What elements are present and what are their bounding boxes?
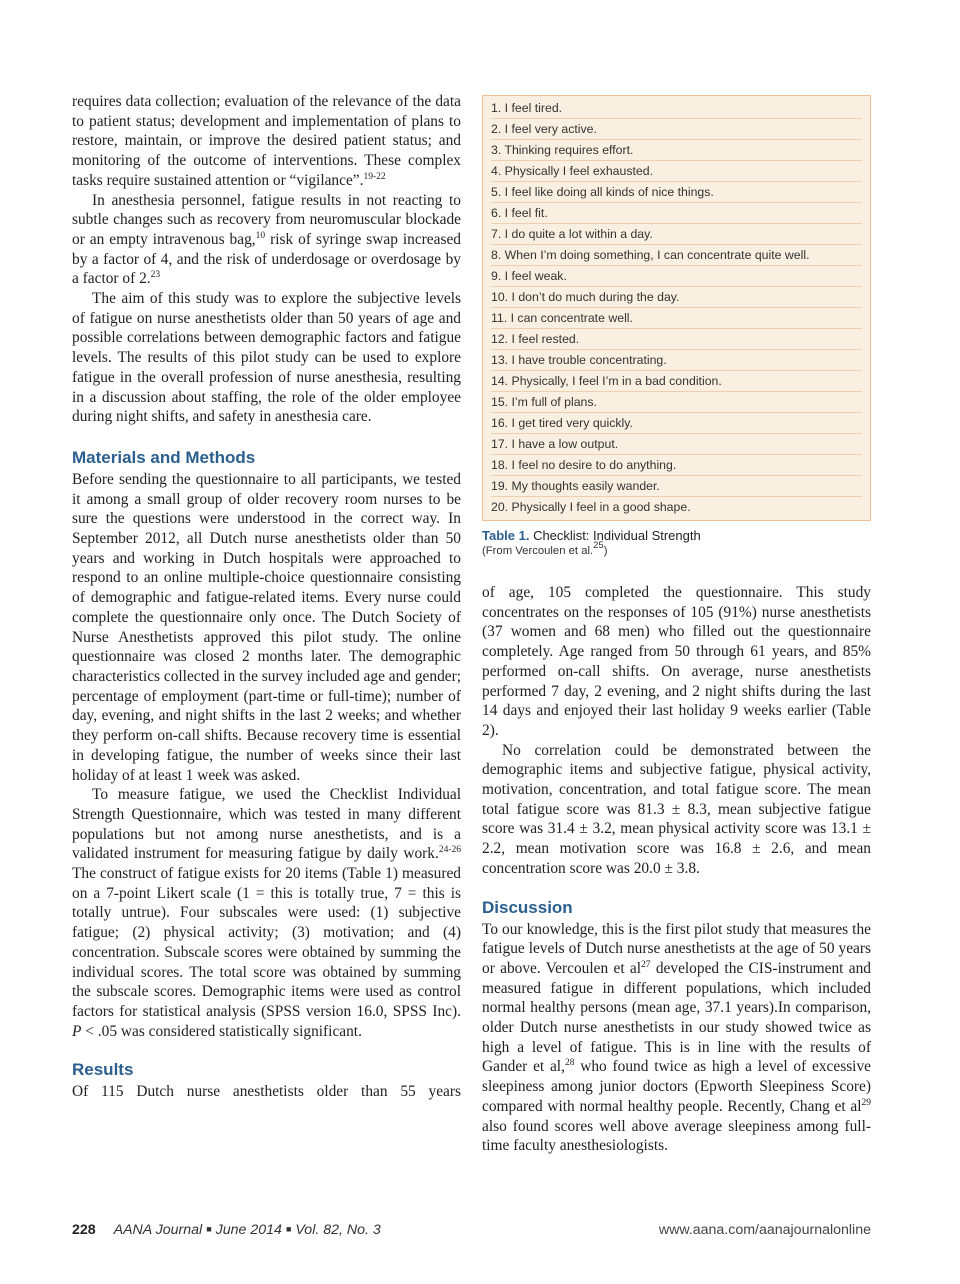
checklist-item: 20. Physically I feel in a good shape. (491, 500, 691, 514)
separator-icon: ■ (206, 1224, 212, 1234)
checklist-item: 7. I do quite a lot within a day. (491, 224, 862, 245)
checklist-item: 1. I feel tired. (491, 98, 862, 119)
checklist-item: 13. I have trouble concentrating. (491, 350, 862, 371)
heading-discussion: Discussion (482, 897, 573, 917)
journal-citation: AANA Journal ■ June 2014 ■ Vol. 82, No. 3 (113, 1222, 381, 1238)
table-label: Table 1. (482, 528, 530, 543)
separator-icon: ■ (285, 1224, 292, 1234)
journal-url: www.aana.com/aanajournalonline (658, 1222, 871, 1238)
page-footer (72, 1222, 871, 1242)
checklist-table (482, 95, 871, 521)
checklist-item: 16. I get tired very quickly. (491, 413, 862, 434)
checklist-item: 4. Physically I feel exhausted. (491, 161, 862, 182)
citation: 10 (255, 230, 266, 241)
checklist-item: 9. I feel weak. (491, 266, 862, 287)
paragraph-methods-measurement: To measure fatigue, we used the Checklist Individual Strength Questionnaire, which was tested in many different populations but not among nurse anesthetists, and is a validated instrument for measuring fatigue by daily work.$^{24-26}$ The construct of fatigue exists for 20 items (Table 1) measured on a 7-point Likert scale (1 = this is totally true, 7 = this is totally untrue). Four subscales were used: (1) subjective fatigue; (2) physical activity; (3) motivation; and (4) concentration. Subscale scores were obtained by summing the individual scores. The total score was obtained by summing the subscale scores. Demographic items were used as control factors for statistical analysis (SPSS version 16.0, SPSS Inc). P < .05 was considered statistically significant. (72, 786, 461, 1040)
checklist-item: 14. Physically, I feel I’m in a bad condition. (491, 371, 862, 392)
checklist-item: 2. I feel very active. (491, 119, 862, 140)
table-caption: Table 1. Checklist: Individual Strength (482, 528, 701, 543)
heading-results: Results (72, 1060, 134, 1080)
paragraph-anesthesia-fatigue: In anesthesia personnel, fatigue results in not reacting to subtle changes such as recovery from neuromuscular blockade or an empty intravenous bag,$^{10}$ risk of syringe swap increased by a factor of 4, and the risk of underdosage or overdosage by a factor of 2.23 (72, 191, 461, 288)
citation: 25 (593, 540, 604, 551)
paragraph-results-scores: No correlation could be demonstrated between the demographic items and subjective fatigue, physical activity, motivation, concentration, and total fatigue score. The mean total fatigue score was 81.3 ± 8.3, mean subjective fatigue score was 31.4 ± 3.2, mean physical activity score was 13.1 ± 2.2, mean motivation score was 16.8 ± 2.6, and mean concentration score was 20.0 ± 3.8. (482, 741, 871, 877)
citation: 29 (861, 1097, 871, 1108)
checklist-item: 3. Thinking requires effort. (491, 140, 862, 161)
heading-materials-methods: Materials and Methods (72, 447, 256, 467)
citation: 28 (564, 1058, 575, 1069)
checklist-item: 18. I feel no desire to do anything. (491, 455, 862, 476)
checklist-item: 5. I feel like doing all kinds of nice things. (491, 182, 862, 203)
checklist-item: 12. I feel rested. (491, 329, 862, 350)
citation: 23 (150, 270, 161, 281)
checklist-item: 19. My thoughts easily wander. (491, 476, 862, 497)
paragraph-study-aim: The aim of this study was to explore the subjective levels of fatigue on nurse anesthetists older than 50 years of age and possible correlations between demographic factors and fatigue levels. The results of this pilot study can be used to explore fatigue in the overall profession of nurse anesthesia, resulting in a discussion about staffing, the role of the older employee during night shifts, and safety in anesthesia care. (72, 290, 461, 426)
checklist-item: 6. I feel fit. (491, 203, 862, 224)
right-column (482, 95, 871, 1156)
left-column (72, 92, 461, 1102)
checklist-item: 8. When I’m doing something, I can concentrate quite well. (491, 245, 862, 266)
checklist-item: 17. I have a low output. (491, 434, 862, 455)
checklist-item: 11. I can concentrate well. (491, 308, 862, 329)
right-text (482, 583, 871, 1156)
table-source: (From Vercoulen et al.$^{25}$) (482, 540, 608, 557)
citation: 27 (641, 959, 651, 970)
citation: 24-26 (438, 845, 461, 856)
paragraph-results-start: Of 115 Dutch nurse anesthetists older than 55 years (72, 1083, 461, 1101)
paragraph-intro-continued: requires data collection; evaluation of the relevance of the data to patient status; development and implementation of plans to restore, maintain, or improve the desired patient status; and monitoring of the outcome of interventions. These complex tasks require sustained attention or “vigilance”.$^{19-22}$ (72, 93, 461, 189)
paragraph-discussion: To our knowledge, this is the first pilot study that measures the fatigue levels of Dutch nurse anesthetists at the age of 50 years or above. Vercoulen et $al^{27}$ developed the CIS-instrument and measured fatigue in different populations, which included normal healthy persons (mean age, 37.1 years).In comparison, older Dutch nurse anesthetists in our study showed twice as high a level of fatigue. This is in line with the results of Gander et al,$^{28}$ who found twice as high a level of excessive sleepiness among junior doctors (Epworth Sleepiness Score) compared with normal healthy people. Recently, Chang et $al^{29}$ also found scores well above average sleepiness among full-time faculty anesthesiologists. (482, 920, 871, 1155)
paragraph-results-participants: of age, 105 completed the questionnaire. This study concentrates on the responses of 105 (91%) nurse anesthetists (37 women and 68 men) who filled out the questionnaire completely. Age ranged from 50 through 61 years, and 85% performed on-call shifts. On average, nurse anesthetists performed 7 day, 2 evening, and 2 night shifts during the last 14 days and enjoyed their last holiday 9 weeks earlier (Table 2). (482, 584, 871, 739)
checklist-item: 15. I’m full of plans. (491, 392, 862, 413)
checklist-item: 10. I don’t do much during the day. (491, 287, 862, 308)
paragraph-methods-questionnaire: Before sending the questionnaire to all participants, we tested it among a small group of older recovery room nurses to be sure the questions were understood in the correct way. In September 2012, all Dutch nurse anesthetists older than 50 years and working in Dutch hospitals were approached to respond to an online multiple-choice questionnaire consisting of demographic and fatigue-related items. Every nurse could complete the questionnaire only once. The Dutch Society of Nurse Anesthetists approved this pilot study. The online questionnaire was closed 2 months later. The demographic characteristics collected in the survey included age and gender; percentage of employment (part-time or full-time); number of day, evening, and night shifts in the last 2 weeks; and whether they perform on-call shifts. Because recovery time is essential in developing fatigue, the number of weeks since their last holiday of at least 1 week was asked. (72, 470, 461, 784)
page-number: 228 (72, 1222, 96, 1238)
citation: 19-22 (363, 171, 386, 182)
